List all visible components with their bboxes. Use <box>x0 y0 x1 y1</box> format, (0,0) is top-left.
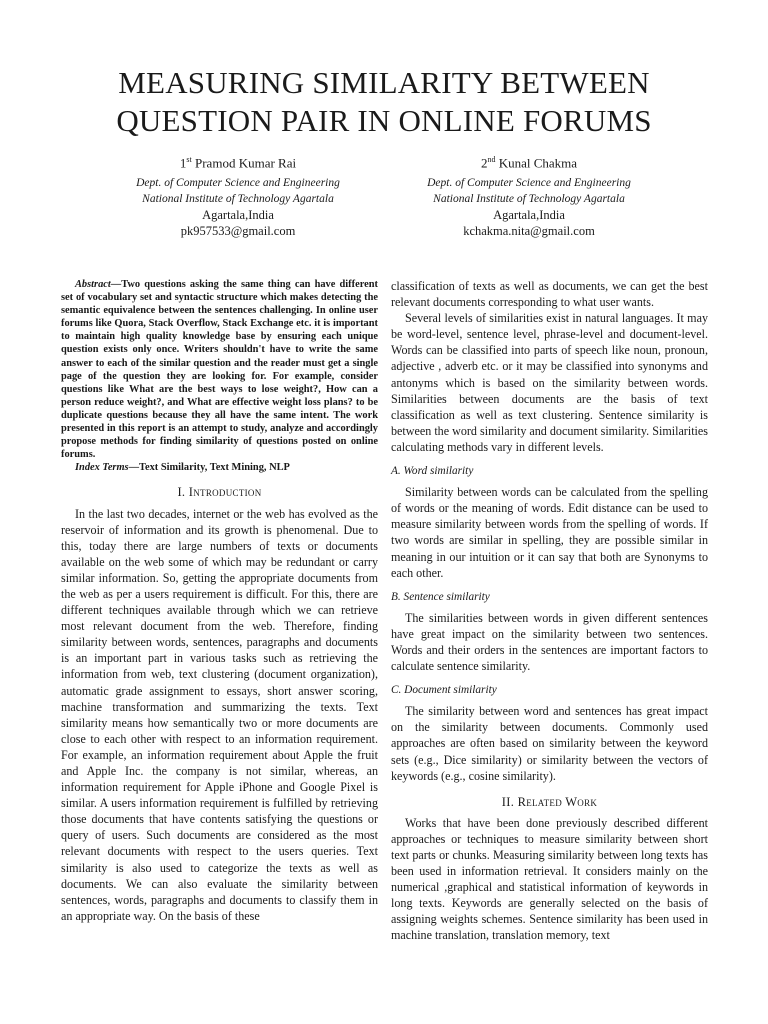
section-heading-related-work: II. Related Work <box>501 794 598 809</box>
sentence-similarity-paragraph: The similarities between words in given different sentences have great impact on the similarity between two sentences. Words and their orders in the sentences are important factors to calculate sentence similarity. <box>391 610 708 674</box>
title-line-1: MEASURING SIMILARITY BETWEEN <box>118 65 650 100</box>
document-similarity-paragraph: The similarity between word and sentences has great impact on the similarity between documents. Commonly used approaches are often based on similarity between the keyword sets (e.g., Dice similarity) or similarity between the vectors of keywords (e.g., cosine similarity). <box>391 704 708 783</box>
intro-paragraph-2: Several levels of similarities exist in natural languages. It may be word-level, sentence level, phrase-level and document-level. Words can be classified into parts of speech like noun, pronoun, adjective , adverb etc. or it may be classified into synonyms and antonyms which is based on the similarity between words. Similarities between documents are the basis of text classification as well as text clustering. Sentence similarity is between the word similarity and document similarity. Similarities calculating methods vary in different levels. <box>391 311 708 454</box>
right-column <box>391 278 708 944</box>
intro-paragraph-1-continued: classification of texts as well as documents, we can get the best relevant documents corresponding to what user wants. <box>391 279 708 310</box>
intro-paragraph-1: In the last two decades, internet or the web has evolved as the reservoir of information and its growth is phenomenal. Due to this, today there are large numbers of texts or documents available on the web some of which may be redundant or carry similar information. So, getting the appropriate documents from the web as per a users requirement is difficult. For this, there are different techniques available through which we can retrieve most relevant document from the web. Therefore, finding similarity between words, sentences, paragraphs and documents is an important part in various tasks such as retrieving the information from web, text clustering (document organization), automatic grade assignment to essays, short answer scoring, machine transformation and summarizing the texts. Text similarity means how semantically two or more documents are close to each other with respect to an information requirement. For example, an information requirement about Apple the fruit and Apple Inc. the company is not similar, whereas, an information requirement for Apple iPhone and Google Pixel is similar. A users information requirement is fulfilled by retrieving those documents that have contents satisfying the questions or query of users. Such documents are considered as the most relevant documents with respect to the users queries. Text similarity is also used to categorize the texts as well as documents. We can also evaluate the similarity between sentences, words, paragraphs and documents to classify them in an appropriate way. On the basis of these <box>61 506 378 923</box>
left-column <box>61 278 378 924</box>
index-terms: Index Terms—Text Similarity, Text Mining, NLP <box>75 462 290 474</box>
author-email: pk957533@gmail.com <box>180 224 296 239</box>
author-dept: Dept. of Computer Science and Engineering <box>136 177 340 190</box>
paper-title <box>0 64 768 140</box>
subsection-heading-word-similarity: A. Word similarity <box>391 465 474 478</box>
author-dept: Dept. of Computer Science and Engineering <box>427 177 631 190</box>
author-institute: National Institute of Technology Agartala <box>142 193 334 206</box>
author-name: 1st Pramod Kumar Rai <box>179 155 297 171</box>
abstract: Abstract—Two questions asking the same thing can have different set of vocabulary set and syntactic structure which makes detecting the semantic equivalence between the sentences challenging. In online user forums like Quora, Stack Overflow, Stack Exchange etc. it is important to maintain high quality knowledge base by ensuring each unique question exists only once. Writers shouldn't have to write the same answer to each of the similar question and the reader must get a single page of the question they are looking for. For example, consider questions like What are the best ways to lose weight?, How can a person reduce weight?, and What are effective weight loss plans? to be duplicate questions because they all have the same intent. The work presented in this report is an attempt to study, analyze and accordingly propose methods for finding similarity of questions posted on online forums. <box>61 279 378 461</box>
author-email: kchakma.nita@gmail.com <box>463 224 595 239</box>
author-2 <box>389 152 669 239</box>
subsection-heading-sentence-similarity: B. Sentence similarity <box>391 590 490 603</box>
author-location: Agartala,India <box>202 208 274 223</box>
author-name: 2nd Kunal Chakma <box>480 155 578 171</box>
author-block <box>0 152 768 242</box>
word-similarity-paragraph: Similarity between words can be calculated from the spelling of words or the meaning of words. Edit distance can be used to measure similarity between words from the spelling of words. If two words are similar in spelling, they are possible similar in meaning in our intuition or it can say that both are Synonyms to each other. <box>391 485 708 580</box>
title-line-2: QUESTION PAIR IN ONLINE FORUMS <box>116 103 652 138</box>
author-1 <box>98 152 378 239</box>
author-location: Agartala,India <box>493 208 565 223</box>
subsection-heading-document-similarity: C. Document similarity <box>391 684 497 697</box>
related-work-paragraph: Works that have been done previously described different approaches or techniques to measure similarity between short text parts or chunks. Measuring similarity between long texts has been used in information retrieval. It considers mainly on the numerical ,graphical and statistical information of keywords in long texts. Keywords are generally selected on the basis of assigning weights schemes. Sentence similarity has been used in machine translation, translation memory, text <box>391 815 708 943</box>
author-institute: National Institute of Technology Agartala <box>433 193 625 206</box>
section-heading-introduction: I. Introduction <box>177 485 262 500</box>
